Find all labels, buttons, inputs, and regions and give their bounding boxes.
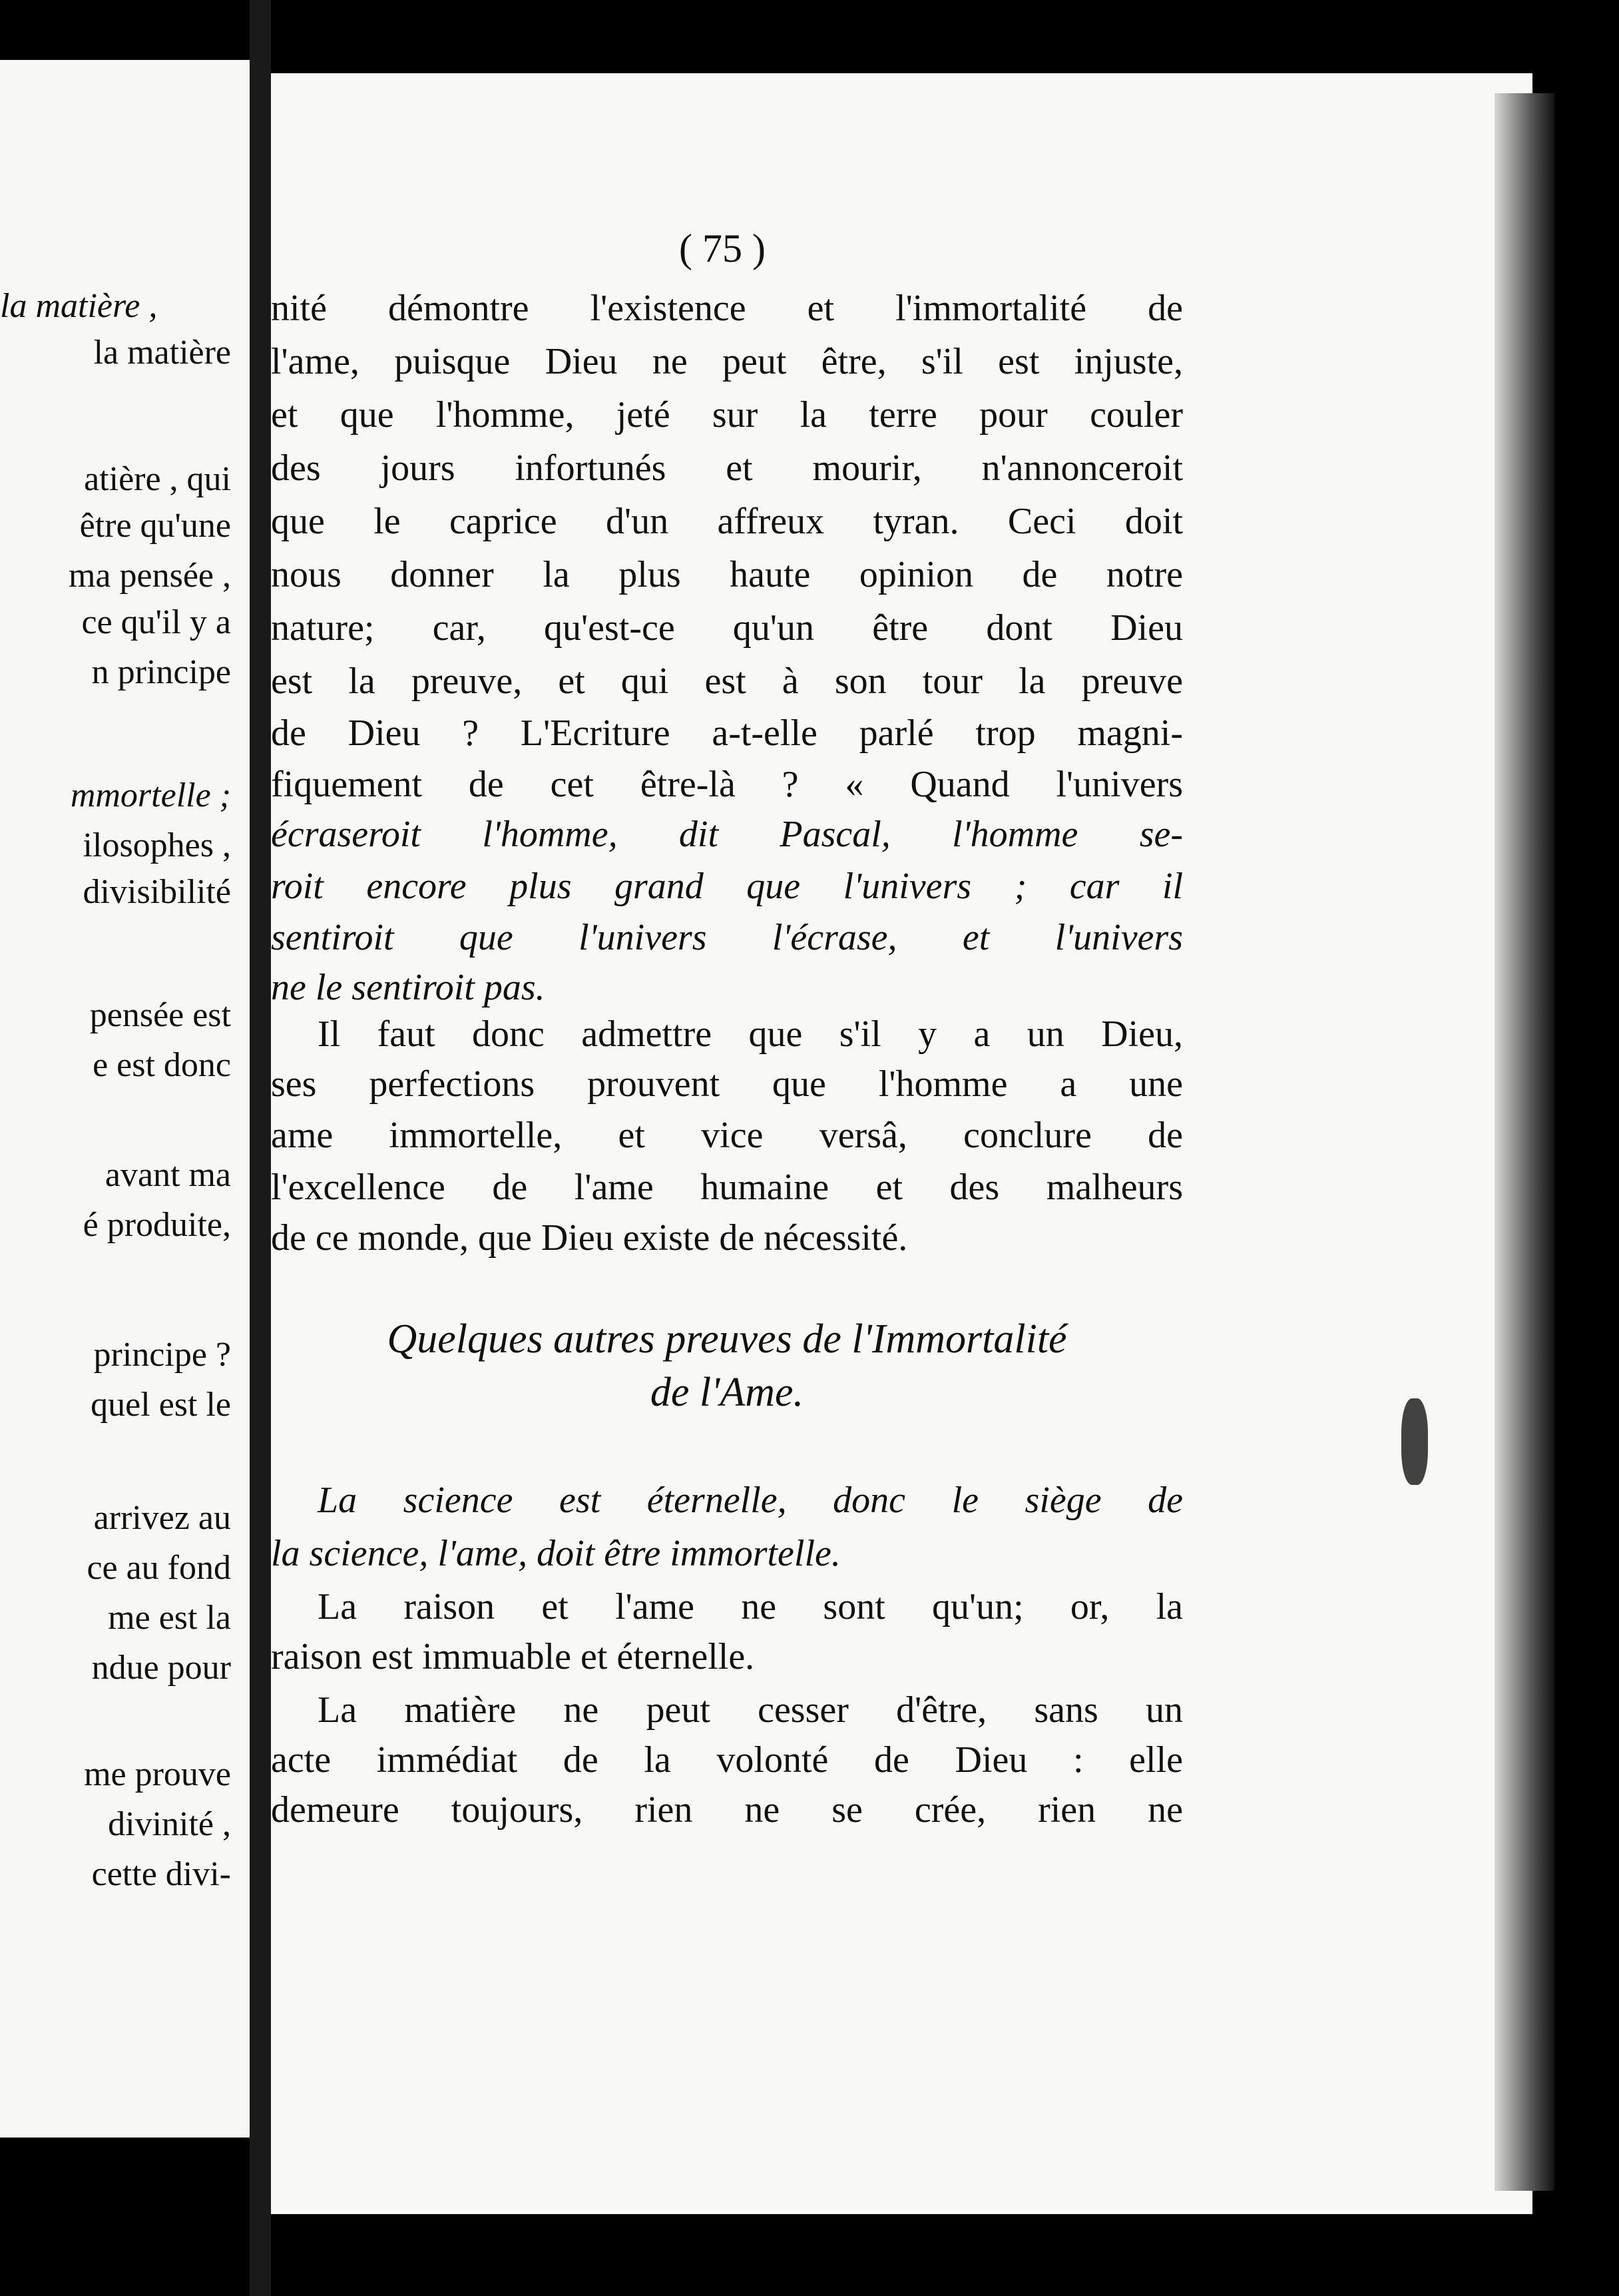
left-line: la matière <box>93 334 231 372</box>
text-line: Il faut donc admettre que s'il y a un Dieu, <box>318 1013 1183 1055</box>
previous-page-fragment <box>0 60 250 2138</box>
text-line: l'ame, puisque Dieu ne peut être, s'il est injuste, <box>271 341 1183 382</box>
page-edge-shadow <box>1495 93 1554 2191</box>
text-line: et que l'homme, jeté sur la terre pour couler <box>271 394 1183 435</box>
left-line: ilosophes , <box>83 826 231 864</box>
left-line: é produite, <box>83 1206 231 1244</box>
left-line: ce qu'il y a <box>81 603 231 641</box>
text-line: écraseroit l'homme, dit Pascal, l'homme se- <box>271 814 1183 855</box>
text-line: la science, l'ame, doit être immortelle. <box>271 1533 841 1574</box>
text-line: l'excellence de l'ame humaine et des malheurs <box>271 1167 1183 1208</box>
text-line: de Dieu ? L'Ecriture a-t-elle parlé trop magni- <box>271 713 1183 754</box>
text-line: ame immortelle, et vice versâ, conclure de <box>271 1115 1183 1156</box>
left-line: principe ? <box>93 1336 231 1374</box>
text-line: acte immédiat de la volonté de Dieu : elle <box>271 1739 1183 1781</box>
text-line: que le caprice d'un affreux tyran. Ceci doit <box>271 501 1183 542</box>
text-line: ses perfections prouvent que l'homme a une <box>271 1063 1183 1105</box>
text-line: La matière ne peut cesser d'être, sans un <box>318 1689 1183 1731</box>
left-line: n principe <box>91 653 231 691</box>
left-line: divisibilité <box>83 873 231 911</box>
left-line: quel est le <box>91 1386 231 1424</box>
text-line: ne le sentiroit pas. <box>271 967 545 1008</box>
book-gutter <box>250 0 271 2296</box>
text-line: nité démontre l'existence et l'immortalité de <box>271 288 1183 329</box>
page-number: ( 75 ) <box>679 226 766 270</box>
left-line: ndue pour <box>91 1649 231 1687</box>
text-line: demeure toujours, rien ne se crée, rien ne <box>271 1789 1183 1831</box>
left-line: mmortelle ; <box>70 776 231 814</box>
paper-stain <box>1401 1398 1428 1485</box>
left-line: être qu'une <box>79 507 231 545</box>
left-line: me est la <box>108 1599 231 1637</box>
left-line: divinité , <box>108 1805 231 1843</box>
left-line: la matière , <box>0 287 158 325</box>
text-line: fiquement de cet être-là ? « Quand l'univers <box>271 764 1183 805</box>
text-line: roit encore plus grand que l'univers ; car il <box>271 866 1183 907</box>
section-heading: Quelques autres preuves de l'Immortalité <box>387 1316 1067 1362</box>
left-line: atière , qui <box>84 460 231 498</box>
left-line: pensée est <box>89 996 231 1034</box>
text-line: nature; car, qu'est-ce qu'un être dont Dieu <box>271 607 1183 649</box>
text-line: des jours infortunés et mourir, n'annonceroit <box>271 447 1183 489</box>
left-line: e est donc <box>93 1046 231 1084</box>
section-heading: de l'Ame. <box>650 1370 804 1415</box>
left-line: avant ma <box>105 1156 231 1194</box>
text-line: La raison et l'ame ne sont qu'un; or, la <box>318 1586 1183 1627</box>
text-line: de ce monde, que Dieu existe de nécessité. <box>271 1217 908 1259</box>
text-line: La science est éternelle, donc le siège de <box>318 1480 1183 1521</box>
left-line: me prouve <box>84 1755 231 1793</box>
text-line: sentiroit que l'univers l'écrase, et l'univers <box>271 917 1183 958</box>
text-line: est la preuve, et qui est à son tour la preuve <box>271 661 1183 702</box>
left-line: cette divi- <box>91 1855 231 1893</box>
left-line: ma pensée , <box>68 557 231 595</box>
left-line: ce au fond <box>87 1549 231 1587</box>
left-line: arrivez au <box>93 1499 231 1537</box>
text-line: nous donner la plus haute opinion de notre <box>271 554 1183 595</box>
text-line: raison est immuable et éternelle. <box>271 1636 755 1677</box>
